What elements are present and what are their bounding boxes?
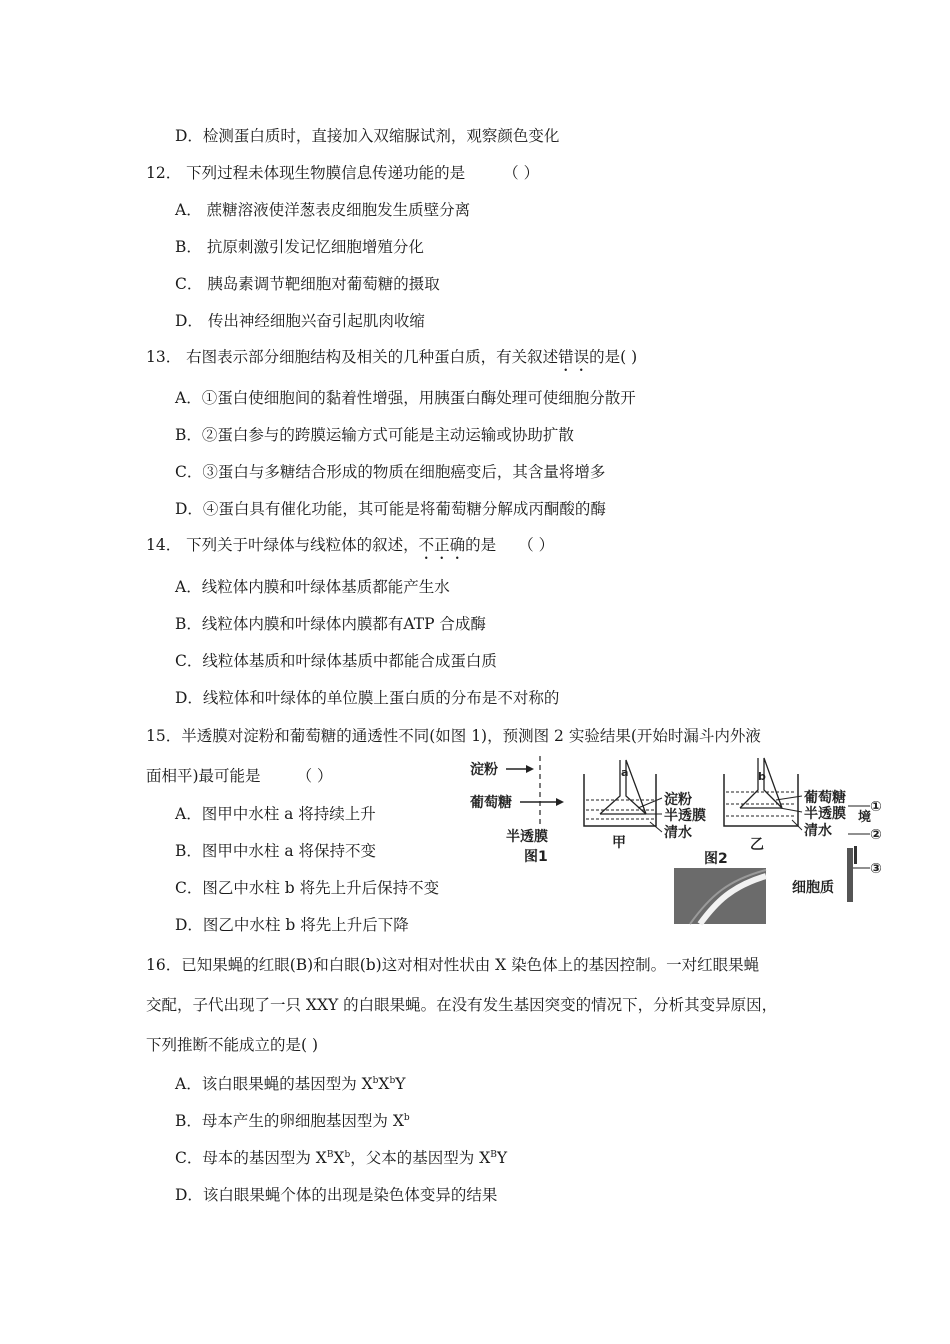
q12-answer-blank: （ ） — [503, 164, 540, 182]
q16-option-a-sup1: b — [372, 1076, 379, 1086]
fig1-glucose-label: 葡萄糖 — [470, 795, 512, 811]
q16-option-a-text: A．该白眼果蝇的基因型为 X — [175, 1075, 373, 1093]
yi-caption: 乙 — [750, 837, 764, 853]
fig1-glucose-arrowhead — [556, 798, 564, 806]
q15-answer-blank: （ ） — [296, 767, 333, 785]
q16-option-a-x: X — [378, 1075, 390, 1093]
q16-option-a-y: Y — [395, 1075, 406, 1093]
q16-option-c-y: Y — [496, 1149, 508, 1167]
q16-stem-line2: 交配，子代出现了一只 XXY 的白眼果蝇。在没有发生基因突变的情况下，分析其变异原因， — [146, 996, 778, 1014]
q16-option-c-text: C．母本的基因型为 X — [175, 1149, 327, 1167]
q12-option-c: C． 胰岛素调节靶细胞对葡萄糖的摄取 — [175, 275, 440, 293]
membrane-protein-fragment — [854, 846, 857, 864]
q14-answer-blank: （ ） — [518, 536, 555, 554]
yi-water-pointer — [792, 820, 802, 830]
q15-option-a: A．图甲中水柱 a 将持续上升 — [175, 805, 376, 823]
q13-stem-emphasis: 错误 — [558, 348, 590, 366]
fig1-membrane-label: 半透膜 — [506, 829, 548, 845]
marker-1: ① — [870, 799, 882, 815]
q12-option-b: B． 抗原刺激引发记忆细胞增殖分化 — [175, 238, 424, 256]
q16-stem-line3: 下列推断不能成立的是( ) — [146, 1036, 319, 1054]
water-column-b-label: b — [758, 770, 766, 783]
fig1-caption: 图1 — [524, 849, 548, 865]
marker-3: ③ — [870, 861, 882, 877]
q14-option-c: C．线粒体基质和叶绿体基质中都能合成蛋白质 — [175, 652, 497, 670]
q16-option-c-sup3: B — [490, 1150, 497, 1160]
q15-option-c: C．图乙中水柱 b 将先上升后保持不变 — [175, 879, 440, 897]
q16-option-a-sup2: b — [389, 1076, 396, 1086]
q14-stem-pre: 14． 下列关于叶绿体与线粒体的叙述， — [146, 536, 419, 554]
jia-starch-label: 淀粉 — [664, 792, 692, 808]
q13-option-b: B．②蛋白参与的跨膜运输方式可能是主动运输或协助扩散 — [175, 426, 574, 444]
q15-stem-line2 — [146, 766, 333, 786]
q14-option-b: B．线粒体内膜和叶绿体内膜都有ATP 合成酶 — [175, 615, 486, 633]
q12-option-d: D． 传出神经细胞兴奋引起肌肉收缩 — [175, 312, 425, 330]
q13-stem-pre: 13． 右图表示部分细胞结构及相关的几种蛋白质，有关叙述 — [146, 348, 559, 366]
q15-stem-text: 面相平)最可能是 — [146, 767, 261, 785]
q16-option-c-father: ，父本的基因型为 X — [350, 1149, 491, 1167]
water-column-a-label: a — [621, 766, 629, 779]
q13-option-d: D．④蛋白具有催化功能，其可能是将葡萄糖分解成丙酮酸的酶 — [175, 500, 606, 518]
fig1-starch-label: 淀粉 — [470, 762, 498, 778]
jia-caption: 甲 — [612, 835, 626, 851]
q16-option-c-sup2: b — [344, 1150, 351, 1160]
q14-stem-post: 的是 — [465, 536, 497, 554]
q16-option-a — [175, 1074, 405, 1094]
osmosis-figure — [460, 752, 900, 928]
q16-option-b — [175, 1111, 410, 1131]
q12-option-a: A． 蔗糖溶液使洋葱表皮细胞发生质壁分离 — [175, 201, 471, 219]
marker-2: ② — [870, 827, 882, 843]
q12-stem-text: 12． 下列过程未体现生物膜信息传递功能的是 — [146, 164, 466, 182]
q16-option-c-x: X — [333, 1149, 345, 1167]
q14-option-a: A．线粒体内膜和叶绿体基质都能产生水 — [175, 578, 450, 596]
q11-option-d: D．检测蛋白质时，直接加入双缩脲试剂，观察颜色变化 — [175, 127, 560, 145]
q16-option-b-text: B．母本产生的卵细胞基因型为 X — [175, 1112, 404, 1130]
q13-option-c: C．③蛋白与多糖结合形成的物质在细胞癌变后，其含量将增多 — [175, 463, 606, 481]
q14-stem-emphasis: 不正确 — [418, 536, 466, 554]
q15-option-d: D．图乙中水柱 b 将先上升后下降 — [175, 916, 409, 934]
cytoplasm-label: 细胞质 — [792, 880, 834, 896]
yi-membrane-label: 半透膜 — [804, 806, 846, 822]
cell-image-fragment — [674, 868, 766, 924]
q14-stem — [146, 535, 554, 563]
q13-option-a: A．①蛋白使细胞间的黏着性增强，用胰蛋白酶处理可使细胞分散开 — [175, 389, 636, 407]
q15-option-b: B．图甲中水柱 a 将保持不变 — [175, 842, 376, 860]
q13-stem — [146, 347, 637, 375]
q14-option-d: D．线粒体和叶绿体的单位膜上蛋白质的分布是不对称的 — [175, 689, 560, 707]
yi-water-label: 清水 — [804, 823, 832, 839]
q13-stem-post: 的是( ) — [589, 348, 638, 366]
fig1-starch-arrowhead — [526, 765, 534, 773]
jia-water-label: 清水 — [664, 825, 692, 841]
q16-option-c — [175, 1148, 507, 1168]
q15-stem-line1: 15．半透膜对淀粉和葡萄糖的通透性不同(如图 1)，预测图 2 实验结果(开始时漏斗内外液 — [146, 727, 761, 745]
jia-membrane-label: 半透膜 — [664, 808, 706, 824]
funnel-yi — [740, 758, 782, 808]
yi-glucose-label: 葡萄糖 — [804, 790, 846, 806]
q16-option-c-sup1: B — [326, 1150, 334, 1160]
q16-option-b-sup1: b — [403, 1113, 410, 1123]
q16-stem-line1: 16．已知果蝇的红眼(B)和白眼(b)这对相对性状由 X 染色体上的基因控制。一对红眼果蝇 — [146, 956, 760, 974]
q12-stem — [146, 163, 539, 183]
fig2-caption: 图2 — [704, 851, 728, 867]
q16-option-d: D．该白眼果蝇个体的出现是染色体变异的结果 — [175, 1186, 498, 1204]
env-fragment-label: 境 — [858, 810, 872, 825]
